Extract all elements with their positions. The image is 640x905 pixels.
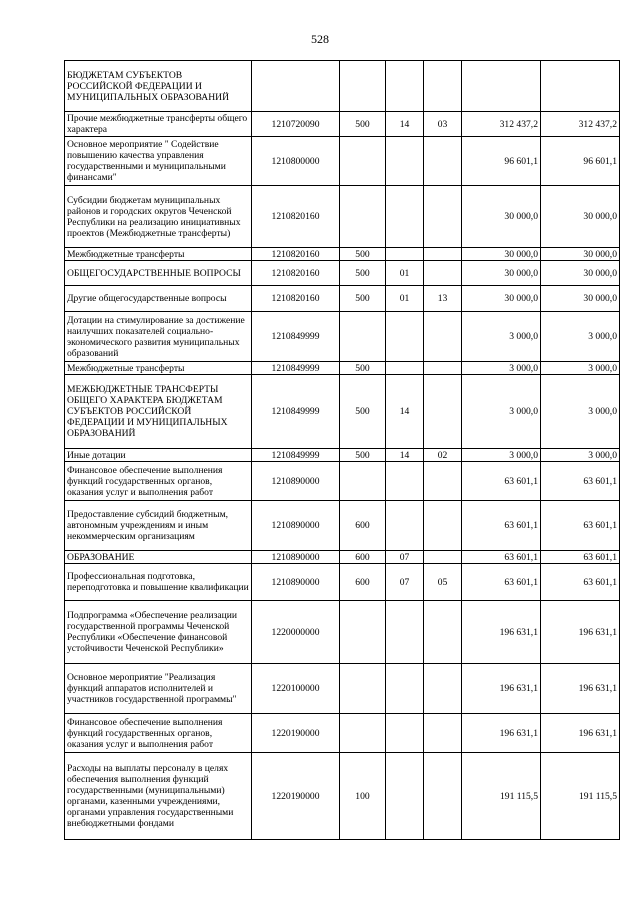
row-code: 1210890000 <box>252 462 340 501</box>
row-sum-2: 196 631,1 <box>541 714 620 753</box>
row-sum-2: 30 000,0 <box>541 261 620 286</box>
row-sum-2: 3 000,0 <box>541 375 620 449</box>
row-rz <box>386 664 424 714</box>
row-rz <box>386 312 424 362</box>
row-vr <box>340 61 386 112</box>
row-vr <box>340 137 386 186</box>
row-vr: 500 <box>340 449 386 462</box>
page-number: 528 <box>311 32 329 46</box>
table-row <box>65 551 620 564</box>
row-pr <box>424 61 462 112</box>
row-code <box>252 61 340 112</box>
row-name: Дотации на стимулирование за достижение наилучших показателей социально-экономического развития муниципальных образований <box>65 312 252 362</box>
row-pr: 02 <box>424 449 462 462</box>
row-name: ОБРАЗОВАНИЕ <box>65 551 252 564</box>
row-code: 1220190000 <box>252 714 340 753</box>
row-sum-1: 30 000,0 <box>462 186 541 248</box>
row-sum-2: 63 601,1 <box>541 501 620 551</box>
row-sum-1: 196 631,1 <box>462 714 541 753</box>
table-row <box>65 248 620 261</box>
row-pr: 13 <box>424 286 462 312</box>
row-name: Межбюджетные трансферты <box>65 248 252 261</box>
row-sum-1: 3 000,0 <box>462 362 541 375</box>
row-pr <box>424 261 462 286</box>
table-row <box>65 61 620 112</box>
row-code: 1220100000 <box>252 664 340 714</box>
row-name: МЕЖБЮДЖЕТНЫЕ ТРАНСФЕРТЫ ОБЩЕГО ХАРАКТЕРА БЮДЖЕТАМ СУБЪЕКТОВ РОССИЙСКОЙ ФЕДЕРАЦИИ И МУНИЦИПАЛЬНЫХ ОБРАЗОВАНИЙ <box>65 375 252 449</box>
row-rz <box>386 501 424 551</box>
row-pr <box>424 462 462 501</box>
row-vr <box>340 462 386 501</box>
row-sum-1: 30 000,0 <box>462 261 541 286</box>
row-sum-1: 63 601,1 <box>462 501 541 551</box>
row-pr <box>424 601 462 664</box>
row-pr: 05 <box>424 564 462 601</box>
row-name: Прочие межбюджетные трансферты общего характера <box>65 112 252 137</box>
row-sum-2: 30 000,0 <box>541 286 620 312</box>
row-name: Субсидии бюджетам муниципальных районов и городских округов Чеченской Республики на реализацию инициативных проектов (Межбюджетные трансферты) <box>65 186 252 248</box>
row-vr: 500 <box>340 248 386 261</box>
table-row <box>65 564 620 601</box>
row-vr: 600 <box>340 501 386 551</box>
row-rz: 14 <box>386 112 424 137</box>
row-sum-2 <box>541 61 620 112</box>
row-pr <box>424 664 462 714</box>
row-rz <box>386 137 424 186</box>
row-rz: 07 <box>386 551 424 564</box>
row-sum-2: 30 000,0 <box>541 248 620 261</box>
row-sum-1: 30 000,0 <box>462 248 541 261</box>
row-vr <box>340 714 386 753</box>
row-pr <box>424 137 462 186</box>
row-sum-2: 312 437,2 <box>541 112 620 137</box>
table-row <box>65 112 620 137</box>
row-rz <box>386 462 424 501</box>
table-row <box>65 664 620 714</box>
table-row <box>65 186 620 248</box>
row-pr <box>424 362 462 375</box>
row-code: 1210849999 <box>252 375 340 449</box>
table-row <box>65 261 620 286</box>
row-sum-2: 3 000,0 <box>541 312 620 362</box>
row-vr: 500 <box>340 112 386 137</box>
row-code: 1210820160 <box>252 186 340 248</box>
row-sum-1: 3 000,0 <box>462 449 541 462</box>
row-rz <box>386 753 424 840</box>
row-code: 1210890000 <box>252 501 340 551</box>
row-rz <box>386 714 424 753</box>
row-vr: 600 <box>340 551 386 564</box>
row-sum-2: 63 601,1 <box>541 551 620 564</box>
row-name: ОБЩЕГОСУДАРСТВЕННЫЕ ВОПРОСЫ <box>65 261 252 286</box>
row-vr: 500 <box>340 261 386 286</box>
table-row <box>65 286 620 312</box>
row-sum-2: 196 631,1 <box>541 664 620 714</box>
row-name: Финансовое обеспечение выполнения функций государственных органов, оказания услуг и выполнения работ <box>65 462 252 501</box>
row-sum-2: 196 631,1 <box>541 601 620 664</box>
row-rz <box>386 248 424 261</box>
row-pr <box>424 375 462 449</box>
row-sum-2: 3 000,0 <box>541 362 620 375</box>
row-name: Профессиональная подготовка, переподготовка и повышение квалификации <box>65 564 252 601</box>
row-code: 1210849999 <box>252 312 340 362</box>
row-vr <box>340 664 386 714</box>
row-code: 1210820160 <box>252 261 340 286</box>
row-sum-2: 96 601,1 <box>541 137 620 186</box>
row-vr <box>340 186 386 248</box>
row-sum-1: 196 631,1 <box>462 664 541 714</box>
table-row <box>65 312 620 362</box>
row-name: Другие общегосударственные вопросы <box>65 286 252 312</box>
row-vr <box>340 312 386 362</box>
row-code: 1210820160 <box>252 248 340 261</box>
table-row <box>65 375 620 449</box>
table-row <box>65 137 620 186</box>
row-name: Расходы на выплаты персоналу в целях обеспечения выполнения функций государственными (муниципальными) органами, казенными учреждениями, органами управления государственными внебюджетными фондами <box>65 753 252 840</box>
row-name: Основное мероприятие " Содействие повышению качества управления государственными и муниципальными финансами" <box>65 137 252 186</box>
row-vr <box>340 601 386 664</box>
row-code: 1220000000 <box>252 601 340 664</box>
row-rz: 14 <box>386 449 424 462</box>
table-row <box>65 462 620 501</box>
row-pr <box>424 753 462 840</box>
row-rz <box>386 601 424 664</box>
row-vr: 500 <box>340 362 386 375</box>
row-vr: 100 <box>340 753 386 840</box>
row-pr <box>424 551 462 564</box>
row-code: 1210820160 <box>252 286 340 312</box>
row-vr: 600 <box>340 564 386 601</box>
row-sum-1: 96 601,1 <box>462 137 541 186</box>
row-sum-2: 191 115,5 <box>541 753 620 840</box>
row-rz <box>386 61 424 112</box>
row-pr <box>424 186 462 248</box>
row-rz <box>386 362 424 375</box>
row-sum-1: 3 000,0 <box>462 312 541 362</box>
row-sum-1: 63 601,1 <box>462 551 541 564</box>
table-row <box>65 601 620 664</box>
row-vr: 500 <box>340 375 386 449</box>
row-sum-1: 30 000,0 <box>462 286 541 312</box>
row-name: Предоставление субсидий бюджетным, автономным учреждениям и иным некоммерческим организациям <box>65 501 252 551</box>
row-sum-1: 63 601,1 <box>462 462 541 501</box>
row-rz <box>386 186 424 248</box>
row-sum-2: 63 601,1 <box>541 564 620 601</box>
table-row <box>65 449 620 462</box>
row-pr <box>424 248 462 261</box>
row-rz: 07 <box>386 564 424 601</box>
budget-table <box>64 60 620 840</box>
row-code: 1210849999 <box>252 362 340 375</box>
table-row <box>65 714 620 753</box>
row-sum-2: 3 000,0 <box>541 449 620 462</box>
row-code: 1220190000 <box>252 753 340 840</box>
row-sum-2: 30 000,0 <box>541 186 620 248</box>
row-code: 1210890000 <box>252 564 340 601</box>
row-sum-1: 63 601,1 <box>462 564 541 601</box>
row-sum-1: 196 631,1 <box>462 601 541 664</box>
row-name: Межбюджетные трансферты <box>65 362 252 375</box>
row-code: 1210849999 <box>252 449 340 462</box>
table-row <box>65 362 620 375</box>
row-name: Финансовое обеспечение выполнения функций государственных органов, оказания услуг и выполнения работ <box>65 714 252 753</box>
row-rz: 14 <box>386 375 424 449</box>
row-sum-1 <box>462 61 541 112</box>
row-code: 1210800000 <box>252 137 340 186</box>
row-pr <box>424 501 462 551</box>
row-sum-2: 63 601,1 <box>541 462 620 501</box>
row-vr: 500 <box>340 286 386 312</box>
row-name: Иные дотации <box>65 449 252 462</box>
table-row <box>65 753 620 840</box>
row-pr <box>424 714 462 753</box>
table-row <box>65 501 620 551</box>
row-pr: 03 <box>424 112 462 137</box>
row-rz: 01 <box>386 286 424 312</box>
row-sum-1: 3 000,0 <box>462 375 541 449</box>
row-sum-1: 312 437,2 <box>462 112 541 137</box>
row-rz: 01 <box>386 261 424 286</box>
row-code: 1210890000 <box>252 551 340 564</box>
row-name: БЮДЖЕТАМ СУБЪЕКТОВ РОССИЙСКОЙ ФЕДЕРАЦИИ И МУНИЦИПАЛЬНЫХ ОБРАЗОВАНИЙ <box>65 61 252 112</box>
row-pr <box>424 312 462 362</box>
row-sum-1: 191 115,5 <box>462 753 541 840</box>
row-code: 1210720090 <box>252 112 340 137</box>
row-name: Основное мероприятие "Реализация функций аппаратов исполнителей и участников государственной программы" <box>65 664 252 714</box>
row-name: Подпрограмма «Обеспечение реализации государственной программы Чеченской Республики «Обеспечение финансовой устойчивости Чеченской Республики» <box>65 601 252 664</box>
